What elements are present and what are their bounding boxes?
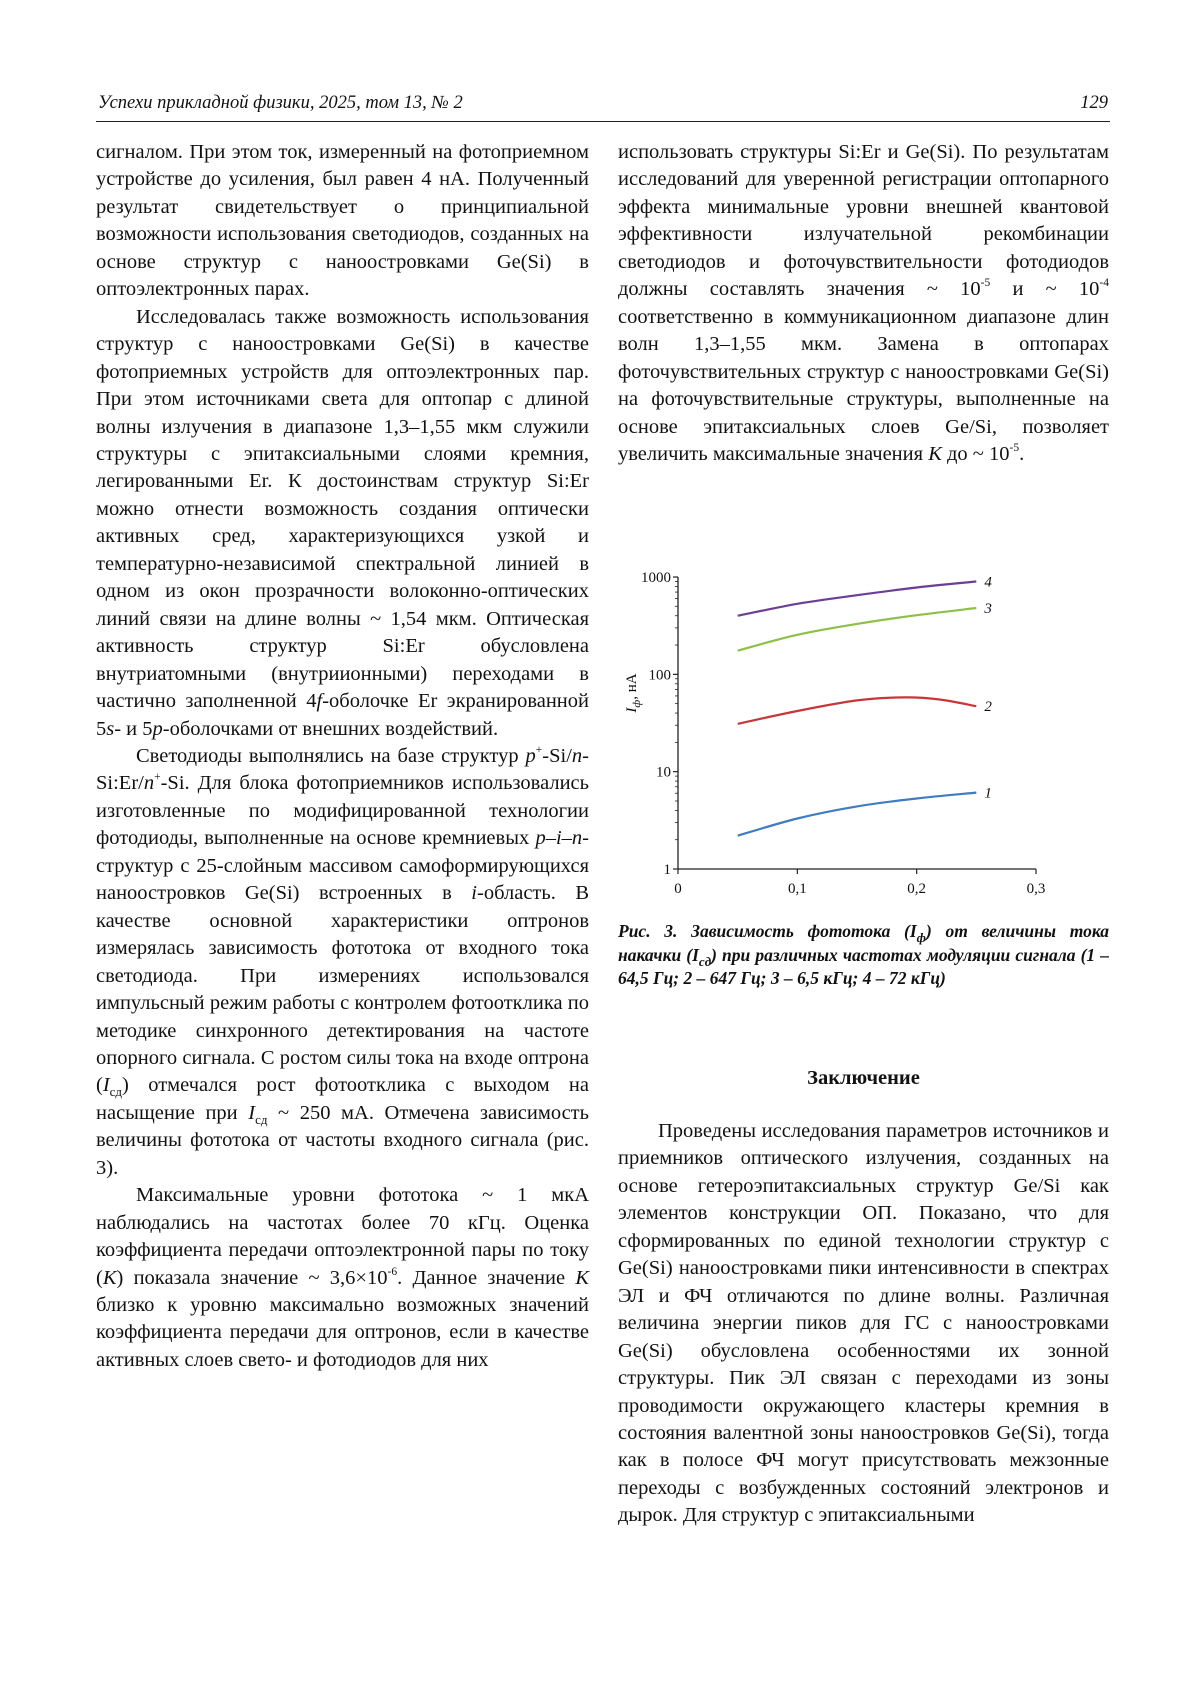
x-tick-label: 0 bbox=[674, 881, 682, 897]
page-number: 129 bbox=[1080, 93, 1108, 113]
paragraph: Проведены исследования параметров источников и приемников оптического излучения, созданных на основе гетероэпитаксиальных структур Ge/Si как элементов конструкции ОП. Показано, что для сформированных по единой технологии структур с Ge(Si) наноостровками пики интенсивности в спектрах ЭЛ и ФЧ отличаются по длине волны. Различная величина энергии пиков для ГС с наноостровками Ge(Si) обусловлена особенностями их зонной структуры. Пик ЭЛ связан с переходами из зоны проводимости окружающего кластеры кремния в состояния валентной зоны наноостровков Ge(Si), тогда как в полосе ФЧ могут присутствовать межзонные переходы с возбужденных состояний электронов и дырок. Для структур с эпитаксиальными bbox=[618, 1120, 1109, 1527]
series-label-2: 2 bbox=[984, 699, 992, 716]
series-line-3 bbox=[738, 608, 977, 651]
journal-title: Успехи прикладной физики, 2025, том 13, № 2 bbox=[98, 93, 463, 113]
series-label-4: 4 bbox=[984, 574, 992, 591]
paragraph: Светодиоды выполнялись на базе структур p+-Si/n-Si:Er/n+-Si. Для блока фотоприемников использовались изготовленные по модифицированной технологии фотодиоды, выполненные на основе кремниевых p–i–n-структур с 25-слойным массивом самоформирующихся наноостровков Ge(Si) встроенных в i-область. В качестве основной характеристики оптронов измерялась зависимость фототока от входного тока светодиода. При измерениях использовался импульсный режим работы с контролем фотоотклика по методике синхронного детектирования на частоте опорного сигнала. С ростом силы тока на входе оптрона $(I_{сд})$ отмечался рост фотоотклика с выходом на насыщение при $I_{сд}$ ~ 250 мА. Отмечена зависимость величины фототока от частоты входного сигнала (рис. 3). bbox=[96, 743, 590, 1179]
series-line-4 bbox=[738, 582, 977, 616]
paragraph: Исследовалась также возможность использования структур с наноостровками Ge(Si) в качестве фотоприемных устройств для оптоэлектронных пар. При этом источниками света для оптопар с длиной волны излучения в диапазоне 1,3–1,55 мкм служили структуры с эпитаксиальными слоями кремния, легированными Er. К достоинствам структур Si:Er можно отнести возможность создания оптически активных сред, характеризующихся узкой и температурно-независимой спектральной линией в одном из окон прозрачности волоконно-оптических линий связи на длине волны ~ 1,54 мкм. Оптическая активность структур Si:Er обусловлена внутриатомными (внутриионными) переходами в частично заполненной 4f-оболочке Er экранированной 5s- и 5p-оболочками от внешних воздействий. bbox=[96, 305, 589, 740]
y-tick-label: 1 bbox=[663, 862, 671, 878]
figure-3-chart bbox=[618, 564, 1110, 904]
y-axis-label: $I_ф$, нА bbox=[624, 673, 643, 713]
series-line-1 bbox=[738, 793, 977, 836]
series-line-2 bbox=[738, 697, 977, 723]
y-tick-label: 1000 bbox=[641, 570, 671, 586]
x-tick-label: 0,2 bbox=[907, 881, 927, 897]
header-rule bbox=[96, 121, 1110, 122]
conclusion-text bbox=[618, 1118, 1109, 1530]
left-column bbox=[96, 139, 589, 1374]
series-label-1: 1 bbox=[984, 785, 992, 802]
x-tick-label: 0,1 bbox=[787, 881, 807, 897]
y-tick-label: 100 bbox=[648, 667, 671, 684]
paragraph: сигналом. При этом ток, измеренный на фотоприемном устройстве до усиления, был равен 4 нА. Полученный результат свидетельствует о принципиальной возможности использования светодиодов, созданных на основе структур с наноостровками Ge(Si) в оптоэлектронных парах. bbox=[96, 141, 589, 301]
chart-svg bbox=[618, 564, 1110, 904]
paragraph: использовать структуры Si:Er и Ge(Si). По результатам исследований для уверенной регистрации оптопарного эффекта минимальные уровни внешней квантовой эффективности излучательной рекомбинации светодиодов и фоточувствительности фотодиодов должны составлять значения ~ $10^{-5}$ и ~ $10^{-4}$ соответственно в коммуникационном диапазоне длин волн 1,3–1,55 мкм. Замена в оптопарах фоточувствительных структур с наноостровками Ge(Si) на фоточувствительные структуры, выполненные на основе эпитаксиальных слоев Ge/Si, позволяет увеличить максимальные значения K до ~ $10^{-5}$. bbox=[618, 141, 1109, 465]
series-label-3: 3 bbox=[984, 601, 992, 618]
section-title-conclusion: Заключение bbox=[807, 1067, 920, 1089]
figure-caption: Рис. 3. Зависимость фототока $(I_ф)$ от величины тока накачки $(I_{сд})$ при различных частотах модуляции сигнала (1 – 64,5 Гц; 2 – 647 Гц; 3 – 6,5 кГц; 4 – 72 кГц) bbox=[618, 921, 1110, 989]
y-tick-label: 10 bbox=[656, 764, 671, 781]
paragraph: Максимальные уровни фототока ~ 1 мкА наблюдались на частотах более 70 кГц. Оценка коэффициента передачи оптоэлектронной пары по току (K) показала значение ~ $3,6\times 10^{-6}$. Данное значение K близко к уровню максимально возможных значений коэффициента передачи для оптронов, если в качестве активных слоев свето- и фотодиодов для них bbox=[96, 1184, 590, 1371]
right-column bbox=[618, 139, 1109, 468]
x-tick-label: 0,3 bbox=[1026, 881, 1046, 897]
